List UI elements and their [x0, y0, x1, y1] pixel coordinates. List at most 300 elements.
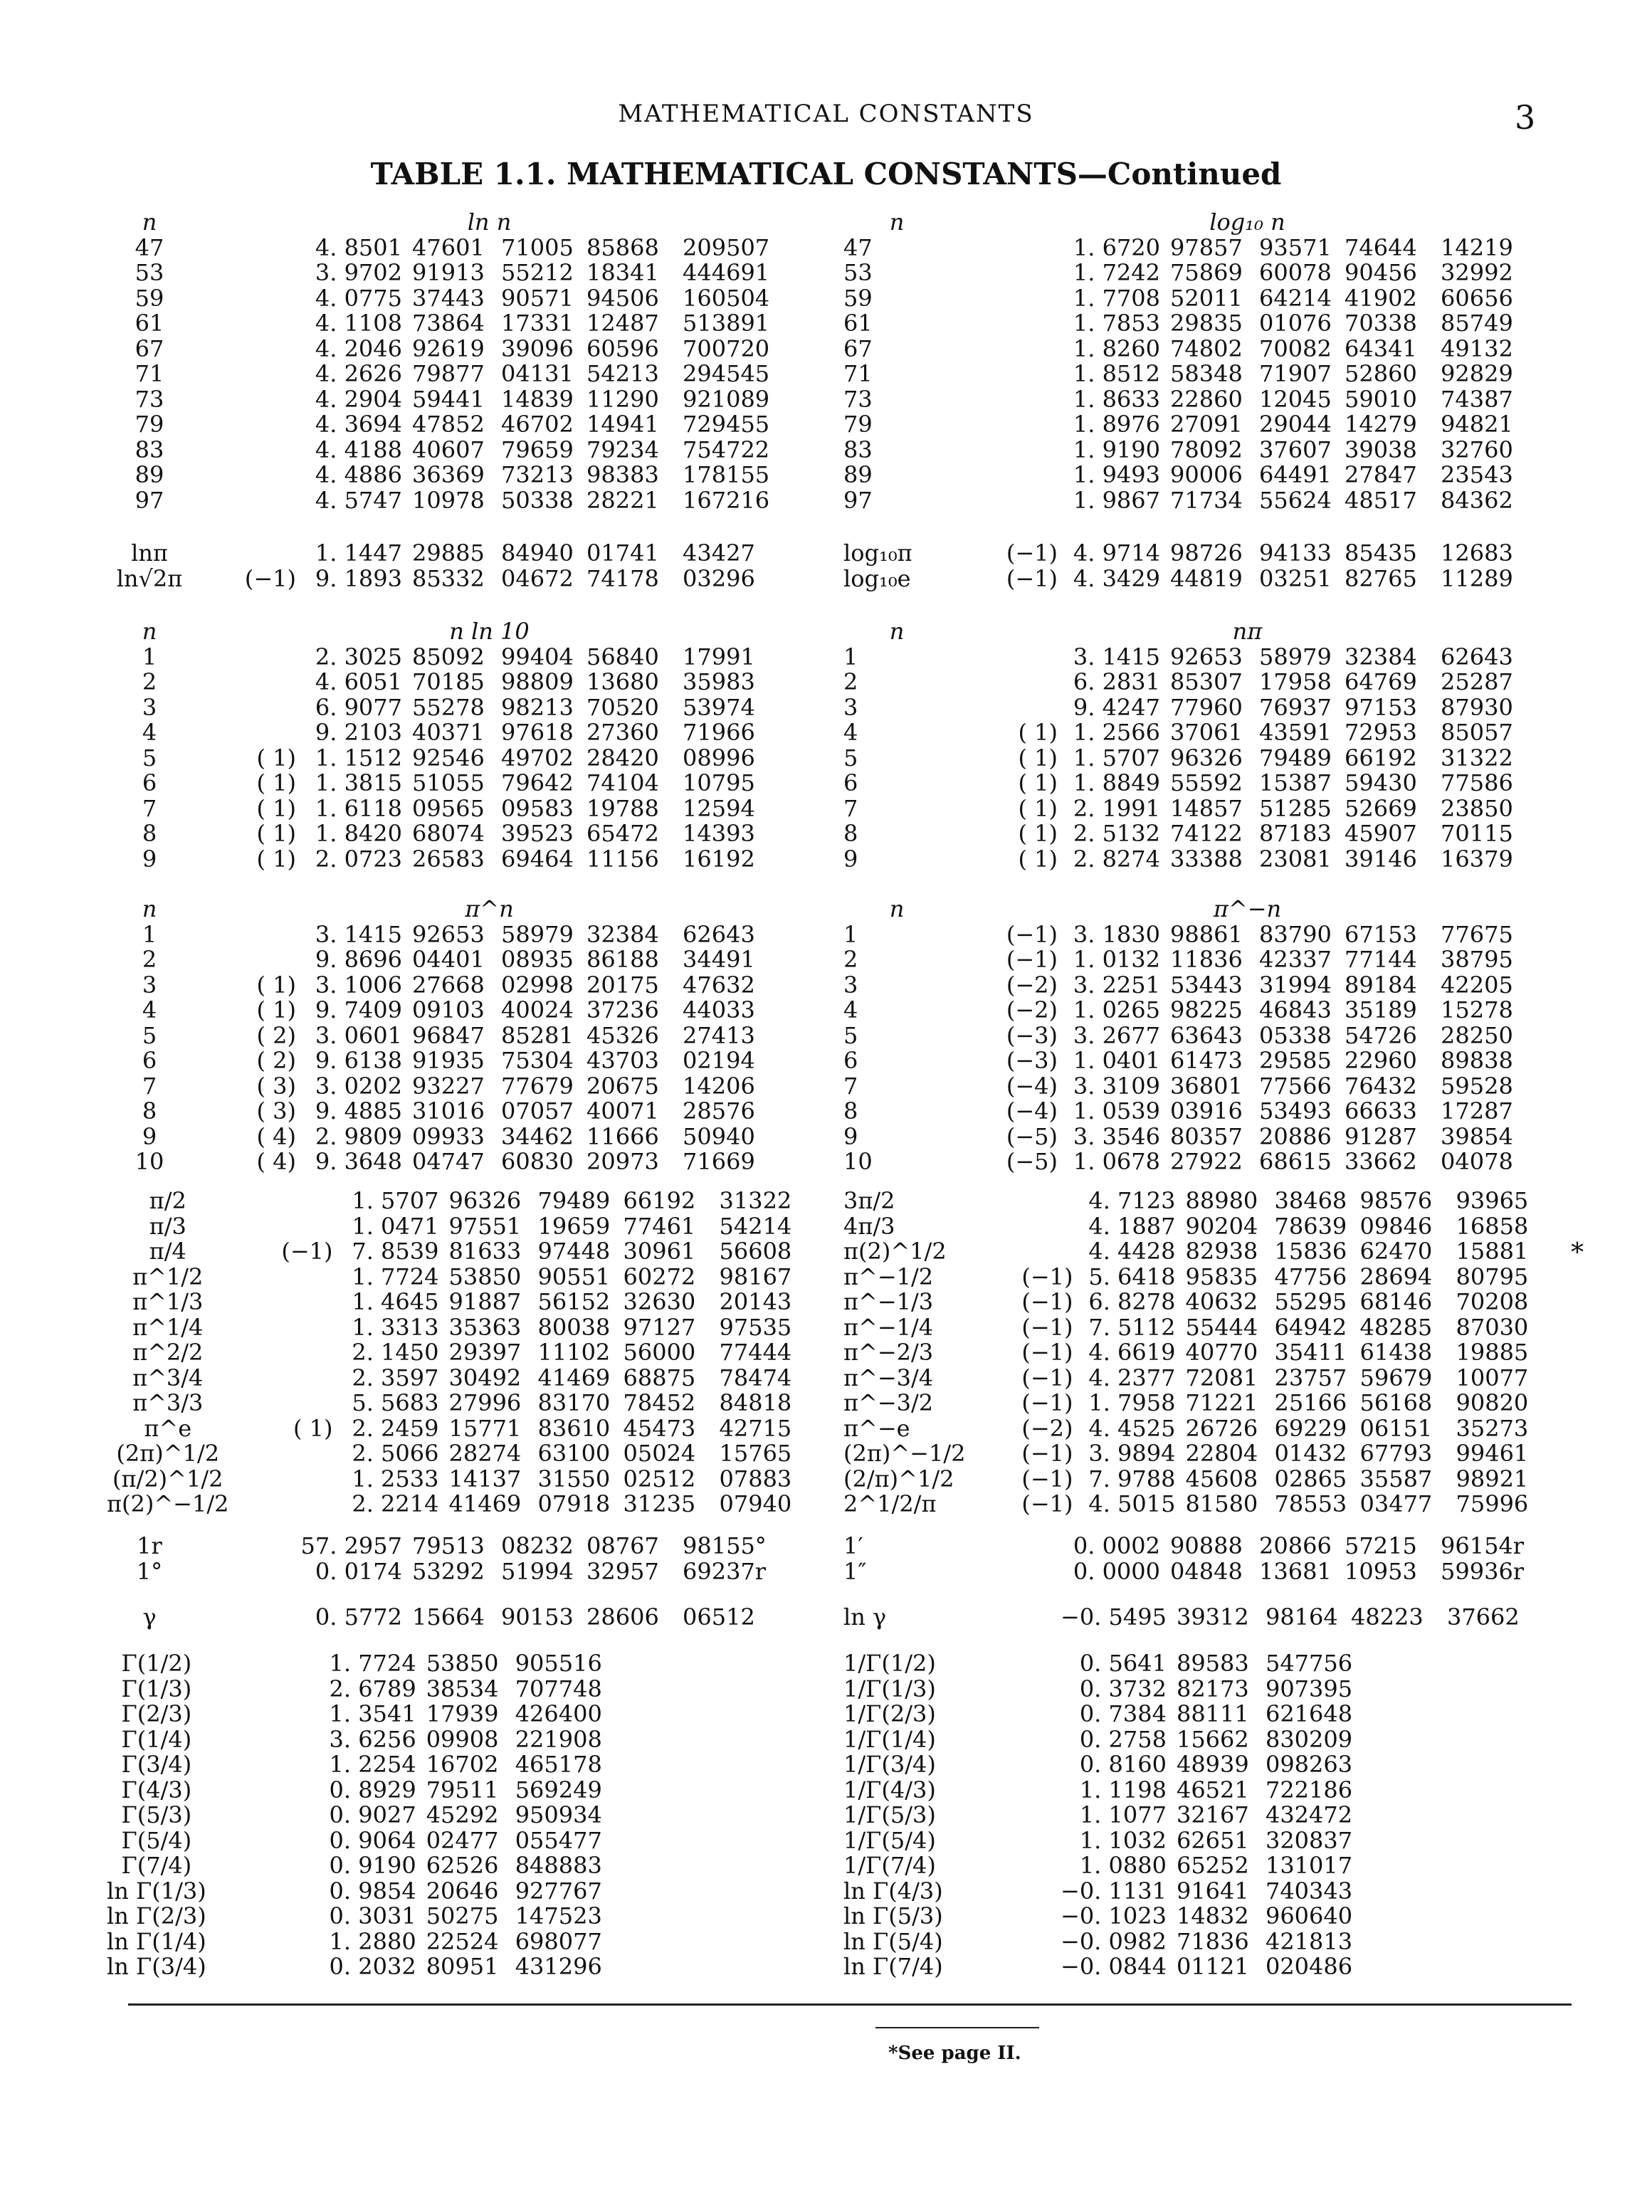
value-lead: 0. 2758	[1079, 1725, 1167, 1753]
table-row	[843, 796, 1516, 822]
digit-group	[1352, 1727, 1448, 1753]
table-row	[843, 1023, 1516, 1049]
digit-group: 32992	[1441, 259, 1513, 286]
table-row	[107, 1391, 794, 1416]
digit-group: 63643	[1170, 1021, 1243, 1049]
footnote-rule	[875, 2027, 1039, 2028]
table-row	[107, 488, 769, 514]
digit-group: 421813	[1265, 1927, 1353, 1955]
digit-group: 84818	[719, 1389, 792, 1416]
value-lead: 7. 8539	[352, 1238, 439, 1265]
left-section-7	[107, 1651, 784, 1980]
value-lead: 7. 9788	[1088, 1465, 1176, 1492]
row-argument: 3	[142, 693, 157, 721]
exponent: (−2)	[1006, 996, 1058, 1023]
digit-group: 98213	[501, 693, 574, 721]
row-argument: ln Γ(4/3)	[843, 1877, 943, 1905]
digit-group: 55212	[501, 259, 574, 286]
table-row	[843, 1677, 1534, 1702]
digit-group: 79511	[426, 1776, 499, 1803]
value-lead: 3. 2251	[1073, 971, 1160, 999]
row-argument: 1	[142, 920, 157, 948]
header-argument: n	[142, 895, 157, 922]
table-row	[843, 412, 1516, 438]
table-row	[843, 1559, 1524, 1585]
digit-group: 14832	[1176, 1902, 1249, 1929]
digit-group: 78474	[719, 1364, 792, 1391]
digit-group: 47756	[1274, 1263, 1347, 1290]
row-argument: 6	[142, 769, 157, 796]
digit-group: 16379	[1441, 845, 1513, 873]
value-lead: 0. 9064	[329, 1826, 416, 1854]
row-argument: ln Γ(2/3)	[107, 1902, 206, 1929]
exponent	[950, 311, 1061, 337]
digit-group: 90571	[501, 284, 574, 312]
digit-group: 20646	[426, 1877, 499, 1905]
digit-group: 35189	[1345, 996, 1417, 1023]
digit-group: 79877	[412, 360, 485, 387]
footnote-marker: *	[1571, 1238, 1584, 1268]
digit-group	[1352, 1954, 1448, 1980]
digit-group: 53493	[1259, 1097, 1332, 1125]
value-lead: 9. 8696	[315, 946, 402, 973]
digit-group: 11156	[586, 845, 659, 873]
row-argument: γ	[142, 1603, 157, 1631]
digit-group: 70338	[1345, 310, 1417, 337]
table-row	[107, 1904, 784, 1929]
digit-group: 84362	[1441, 486, 1513, 514]
row-argument: π^−e	[843, 1414, 910, 1442]
exponent	[228, 1189, 335, 1214]
row-argument: 1/Γ(1/2)	[843, 1650, 936, 1677]
exponent	[950, 1828, 1061, 1854]
digit-group: 29044	[1259, 411, 1332, 438]
table-row	[107, 1828, 784, 1854]
digit-group: 08767	[586, 1532, 659, 1559]
digit-group: 05024	[623, 1440, 696, 1467]
table-row	[107, 771, 758, 796]
digit-group: 01076	[1259, 310, 1332, 337]
table-row	[843, 1778, 1534, 1803]
digit-group: 31994	[1259, 971, 1332, 999]
exponent: ( 1)	[256, 769, 296, 796]
exponent	[950, 1954, 1061, 1980]
value-lead: 1. 8260	[1073, 335, 1160, 362]
digit-group: 74644	[1345, 233, 1417, 261]
digit-group: 20143	[719, 1288, 792, 1315]
table-row	[107, 1290, 794, 1315]
digit-group: 54213	[586, 360, 659, 387]
digit-group: 53974	[683, 693, 755, 721]
row-argument: 6	[843, 1047, 858, 1074]
exponent	[950, 1904, 1061, 1929]
digit-group: 98383	[586, 461, 659, 488]
exponent	[228, 1391, 335, 1416]
row-argument: Γ(7/4)	[121, 1852, 192, 1879]
digit-group: 09933	[412, 1122, 485, 1150]
digit-group: 98726	[1170, 539, 1243, 567]
row-argument: π^1/4	[132, 1313, 204, 1341]
value-lead: 1. 5707	[352, 1187, 439, 1214]
digit-group: 20866	[1259, 1532, 1332, 1559]
digit-group: 722186	[1265, 1776, 1353, 1803]
table-row	[107, 1651, 784, 1677]
row-argument: Γ(1/4)	[121, 1725, 192, 1753]
value-lead: 9. 2103	[315, 719, 402, 746]
digit-group: 96326	[448, 1187, 522, 1214]
exponent: ( 2)	[256, 1021, 296, 1049]
digit-group: 55444	[1185, 1313, 1258, 1341]
exponent: (−1)	[1021, 1389, 1073, 1416]
value-lead: 1. 7724	[352, 1263, 439, 1290]
value-lead: 0. 9190	[329, 1852, 416, 1879]
digit-group: 32384	[586, 920, 659, 948]
table-row	[843, 1853, 1534, 1879]
digit-group: 15765	[719, 1440, 792, 1467]
digit-group: 50275	[426, 1902, 499, 1929]
table-row	[843, 1534, 1524, 1559]
digit-group: 30492	[448, 1364, 522, 1391]
digit-group: 89184	[1345, 971, 1417, 999]
exponent	[192, 488, 299, 514]
digit-group: 34462	[501, 1122, 574, 1150]
value-lead: 6. 8278	[1088, 1288, 1176, 1315]
digit-group: 17958	[1259, 668, 1332, 695]
table-row	[107, 1778, 784, 1803]
digit-group: 08935	[501, 946, 574, 973]
digit-group	[1448, 1651, 1534, 1677]
digit-group: 52860	[1345, 360, 1417, 387]
exponent	[965, 1189, 1075, 1214]
value-lead: 1. 4645	[352, 1288, 439, 1315]
digit-group: 93965	[1456, 1187, 1529, 1214]
digit-group: 58979	[1259, 643, 1332, 670]
table-row	[843, 1214, 1531, 1240]
exponent: (−1)	[1021, 1339, 1073, 1366]
value-lead: 1. 6118	[315, 794, 402, 822]
digit-group: 77144	[1345, 946, 1417, 973]
exponent: (−1)	[1021, 1440, 1073, 1467]
value-lead: 3. 0202	[315, 1072, 402, 1100]
digit-group: 10978	[412, 486, 485, 514]
digit-group: 60272	[623, 1263, 696, 1290]
row-argument: (2π)^1/2	[116, 1440, 220, 1467]
digit-group: 92829	[1441, 360, 1513, 387]
digit-group: 40770	[1185, 1339, 1258, 1366]
digit-group: 513891	[683, 310, 770, 337]
exponent	[192, 286, 299, 312]
digit-group: 45292	[426, 1801, 499, 1828]
digit-group: 31550	[537, 1465, 611, 1492]
table-row	[107, 1559, 767, 1585]
digit-group: 15662	[1176, 1725, 1249, 1753]
digit-group: 707748	[515, 1675, 602, 1702]
digit-group: 43591	[1259, 719, 1332, 746]
row-argument: 59	[135, 284, 164, 312]
digit-group: 80795	[1456, 1263, 1529, 1290]
digit-group: 68875	[623, 1364, 696, 1391]
value-lead: 57. 2957	[300, 1532, 402, 1559]
digit-group: 11289	[1441, 564, 1513, 592]
digit-group: 15836	[1274, 1238, 1347, 1265]
row-argument: 1/Γ(4/3)	[843, 1776, 936, 1803]
digit-group: 22524	[426, 1927, 499, 1955]
digit-group	[602, 1651, 698, 1677]
digit-group: 75996	[1456, 1490, 1529, 1517]
row-argument: 9	[843, 845, 858, 873]
digit-group: 37236	[586, 996, 659, 1023]
digit-group: 01121	[1176, 1953, 1249, 1980]
left-section-4	[107, 1189, 794, 1517]
digit-group: 41469	[448, 1490, 522, 1517]
digit-group: 89583	[1176, 1650, 1249, 1677]
digit-group: 51994	[501, 1557, 574, 1585]
digit-group: 43427	[683, 539, 755, 567]
digit-group: 95835	[1185, 1263, 1258, 1290]
digit-group	[1352, 1828, 1448, 1854]
digit-group: 38795	[1441, 946, 1513, 973]
digit-group: 03251	[1259, 564, 1332, 592]
digit-group	[698, 1702, 784, 1727]
digit-group: 26583	[412, 845, 485, 873]
left-section-1	[107, 541, 758, 591]
table-row	[107, 1677, 784, 1702]
table-row	[107, 412, 769, 438]
digit-group: 79489	[537, 1187, 611, 1214]
table-row	[107, 847, 758, 873]
digit-group: 35983	[683, 668, 755, 695]
digit-group: 62643	[1441, 643, 1513, 670]
digit-group: 927767	[515, 1877, 602, 1905]
digit-group: 98576	[1359, 1187, 1433, 1214]
digit-group: 17939	[426, 1700, 499, 1727]
left-section-3	[107, 897, 758, 1175]
digit-group: 75869	[1170, 259, 1243, 286]
value-lead: 2. 2459	[352, 1414, 439, 1442]
header-argument: n	[889, 618, 905, 645]
digit-group: 88111	[1176, 1700, 1249, 1727]
digit-group: 99461	[1456, 1440, 1529, 1467]
digit-group: 56608	[719, 1238, 792, 1265]
row-argument: 1″	[843, 1557, 867, 1585]
row-argument: 9	[142, 1122, 157, 1150]
digit-group: 90204	[1185, 1212, 1258, 1240]
value-lead: 3. 0601	[315, 1021, 402, 1049]
value-lead: 2. 1450	[352, 1339, 439, 1366]
digit-group: 50338	[501, 486, 574, 514]
row-argument: 1	[843, 920, 858, 948]
table-row	[843, 922, 1516, 948]
digit-group: 31322	[1441, 744, 1513, 771]
table-row	[107, 720, 758, 746]
digit-group: 62643	[683, 920, 755, 948]
digit-group: 569249	[515, 1776, 602, 1803]
digit-group: 97857	[1170, 233, 1243, 261]
exponent	[228, 1492, 335, 1517]
exponent	[192, 695, 299, 721]
digit-group: 10953	[1345, 1557, 1417, 1585]
digit-group: 03916	[1170, 1097, 1243, 1125]
digit-group: 67793	[1359, 1440, 1433, 1467]
exponent: (−4)	[1006, 1072, 1058, 1100]
digit-group	[1448, 1929, 1534, 1955]
exponent	[192, 412, 299, 438]
row-argument: ln Γ(3/4)	[107, 1953, 206, 1980]
digit-group: 85435	[1345, 539, 1417, 567]
digit-group: 85749	[1441, 310, 1513, 337]
digit-group: 12594	[683, 794, 755, 822]
value-lead: 1. 0132	[1073, 946, 1160, 973]
digit-group: 39146	[1345, 845, 1417, 873]
table-row	[107, 463, 769, 488]
exponent: ( 1)	[1018, 769, 1058, 796]
digit-group: 62526	[426, 1852, 499, 1879]
digit-group	[1352, 1752, 1448, 1778]
row-argument: 79	[135, 411, 164, 438]
value-lead: 4. 2904	[315, 385, 402, 413]
digit-group: 48223	[1350, 1603, 1424, 1631]
digit-group: 14219	[1441, 233, 1513, 261]
table-row	[107, 821, 758, 847]
row-argument: 5	[843, 1021, 858, 1049]
exponent: (−1)	[1006, 946, 1058, 973]
value-lead: 6. 9077	[315, 693, 402, 721]
table-row	[107, 1803, 784, 1828]
value-lead: 2. 3025	[315, 643, 402, 670]
exponent: (−5)	[1006, 1148, 1058, 1175]
exponent	[206, 1929, 313, 1955]
table-row	[107, 796, 758, 822]
digit-group	[1448, 1803, 1534, 1828]
value-lead: 2. 3597	[352, 1364, 439, 1391]
digit-group: 40071	[586, 1097, 659, 1125]
digit-group	[602, 1929, 698, 1955]
digit-group: 91935	[412, 1047, 485, 1074]
table-row	[843, 438, 1516, 463]
row-argument: 97	[135, 486, 164, 514]
table-row	[843, 311, 1516, 337]
digit-group: 51285	[1259, 794, 1332, 822]
value-lead: 1. 8512	[1073, 360, 1160, 387]
digit-group: 11836	[1170, 946, 1243, 973]
row-argument: 89	[843, 461, 873, 488]
exponent	[965, 1214, 1075, 1240]
digit-group	[602, 1954, 698, 1980]
digit-group: 62651	[1176, 1826, 1249, 1854]
digit-group: 77461	[623, 1212, 696, 1240]
digit-group: 74387	[1441, 385, 1513, 413]
table-row	[107, 362, 769, 387]
row-argument: 3	[843, 693, 858, 721]
digit-group: 35273	[1456, 1414, 1529, 1442]
exponent: ( 1)	[256, 971, 296, 999]
digit-group: 98921	[1456, 1465, 1529, 1492]
header-argument: n	[142, 209, 157, 236]
digit-group: 08232	[501, 1532, 574, 1559]
digit-group	[698, 1677, 784, 1702]
digit-group: 98164	[1265, 1603, 1338, 1631]
row-argument: 79	[843, 411, 873, 438]
digit-group: 74104	[586, 769, 659, 796]
value-lead: 1. 0678	[1073, 1148, 1160, 1175]
exponent	[950, 260, 1061, 286]
exponent	[950, 286, 1061, 312]
value-lead: 4. 5747	[315, 486, 402, 514]
digit-group: 13681	[1259, 1557, 1332, 1585]
digit-group: 22860	[1170, 385, 1243, 413]
exponent	[192, 947, 299, 973]
digit-group: 020486	[1265, 1953, 1353, 1980]
row-argument: 7	[142, 1072, 157, 1100]
digit-group: 60830	[501, 1148, 574, 1175]
value-lead: 2. 5066	[352, 1440, 439, 1467]
digit-group: 79489	[1259, 744, 1332, 771]
digit-group: 71005	[501, 233, 574, 261]
digit-group: 02865	[1274, 1465, 1347, 1492]
table-row	[843, 720, 1516, 746]
digit-group: 94821	[1441, 411, 1513, 438]
table-row	[107, 1416, 794, 1442]
digit-group: 32384	[1345, 643, 1417, 670]
exponent	[950, 1929, 1061, 1955]
digit-group: 17991	[683, 643, 755, 670]
digit-group: 27922	[1170, 1148, 1243, 1175]
right-section-0	[843, 210, 1516, 513]
digit-group: 70520	[586, 693, 659, 721]
row-argument: 4	[843, 996, 858, 1023]
value-lead: 1. 3313	[352, 1313, 439, 1341]
value-lead: 4. 2046	[315, 335, 402, 362]
digit-group: 830209	[1265, 1725, 1353, 1753]
value-lead: 1. 8849	[1073, 769, 1160, 796]
digit-group: 35587	[1359, 1465, 1433, 1492]
digit-group: 14137	[448, 1465, 522, 1492]
digit-group: 59430	[1345, 769, 1417, 796]
digit-group: 23757	[1274, 1364, 1347, 1391]
table-row	[107, 1853, 784, 1879]
digit-group: 40607	[412, 436, 485, 463]
digit-group: 92653	[412, 920, 485, 948]
row-argument: 6	[142, 1047, 157, 1074]
digit-group	[698, 1651, 784, 1677]
row-argument: π(2)^1/2	[843, 1238, 947, 1265]
row-argument: 4	[142, 719, 157, 746]
digit-group: 79234	[586, 436, 659, 463]
row-argument: 89	[135, 461, 164, 488]
digit-group: 85307	[1170, 668, 1243, 695]
digit-group: 700720	[683, 335, 770, 362]
digit-group: 42337	[1259, 946, 1332, 973]
digit-group: 39312	[1176, 1603, 1249, 1631]
row-argument: 3	[843, 971, 858, 999]
exponent: ( 1)	[256, 845, 296, 873]
table-row	[843, 1651, 1534, 1677]
value-lead: 1. 8633	[1073, 385, 1160, 413]
table-row	[843, 1265, 1531, 1290]
table-row	[843, 488, 1516, 514]
digit-group: 26726	[1185, 1414, 1258, 1442]
digit-group: 28420	[586, 744, 659, 771]
table-row	[843, 1605, 1522, 1631]
value-lead: 1. 0265	[1073, 996, 1160, 1023]
digit-group	[1448, 1778, 1534, 1803]
digit-group: 12683	[1441, 539, 1513, 567]
value-lead: 4. 1108	[315, 310, 402, 337]
digit-group: 80951	[426, 1953, 499, 1980]
digit-group: 77960	[1170, 693, 1243, 721]
table-row	[107, 1074, 758, 1100]
row-argument: Γ(2/3)	[121, 1700, 192, 1727]
